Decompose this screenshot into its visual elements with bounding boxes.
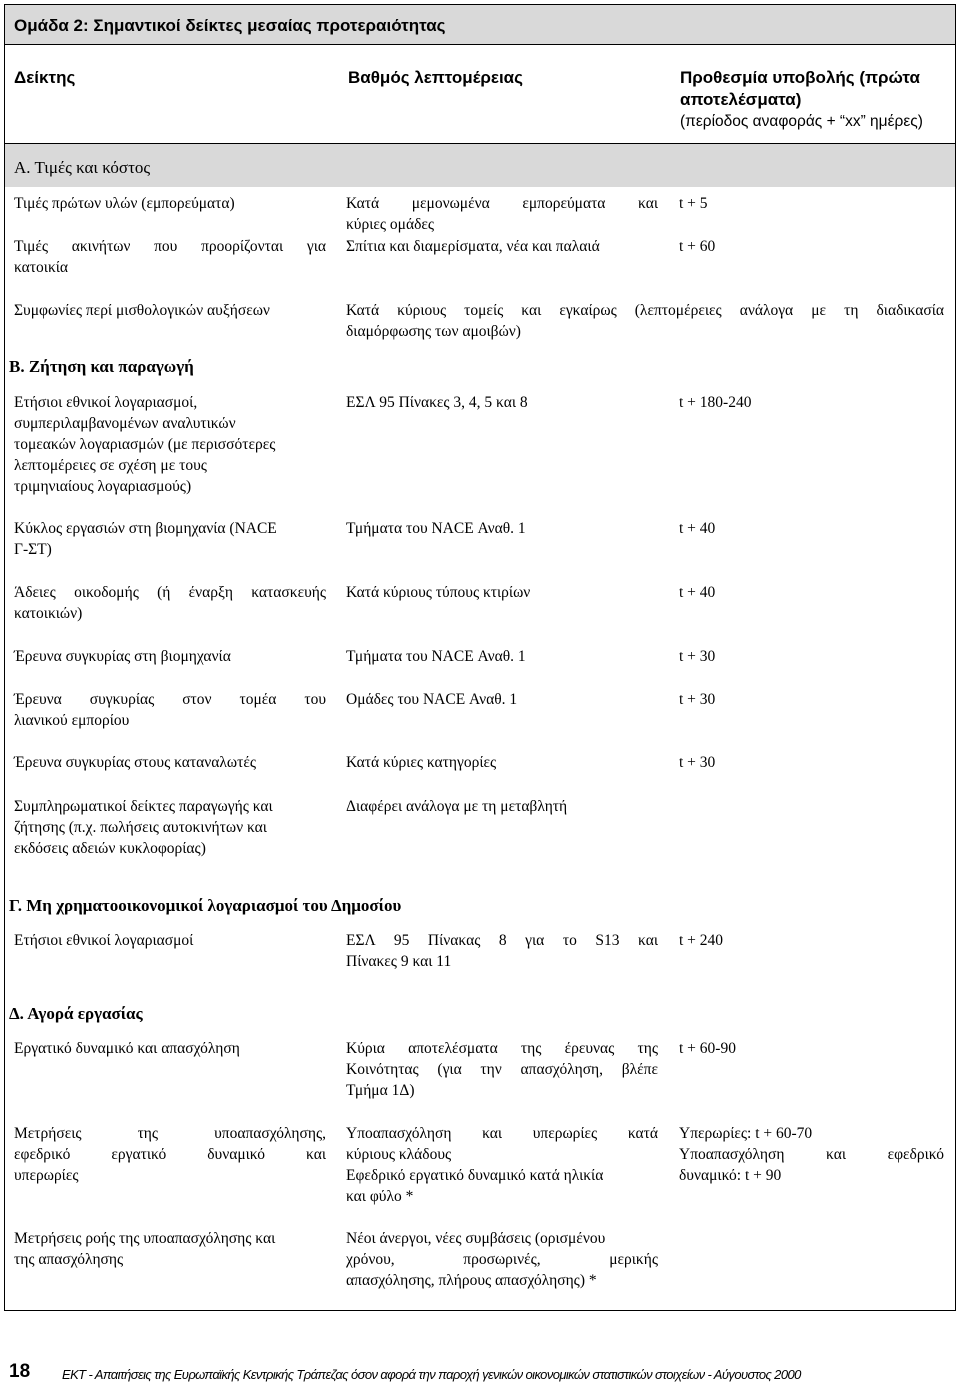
b-row4-detail: Τμήματα του NACE Αναθ. 1 <box>346 648 526 665</box>
c-row1-deadline: t + 240 <box>679 932 724 949</box>
a-row2-indicator-line2: κατοικία <box>14 259 69 276</box>
b-row5-detail: Ομάδες του NACE Αναθ. 1 <box>346 691 518 708</box>
d-row3-indicator: Μετρήσεις ροής της υποαπασχόλησης και της απασχόλησης <box>14 1230 276 1268</box>
b-row2-indicator: Κύκλος εργασιών στη βιομηχανία (NACE Γ-ΣΤ) <box>14 520 277 558</box>
b-row3-deadline: t + 40 <box>679 584 716 601</box>
header-indicator: Δείκτης <box>14 68 76 87</box>
section-a-title: Α. Τιμές και κόστος <box>5 143 955 187</box>
a-row1-detail-line2: κύριες ομάδες <box>346 216 435 233</box>
d-row1-indicator: Εργατικό δυναμικό και απασχόληση <box>14 1040 240 1057</box>
footer-text: ΕΚΤ - Απαιτήσεις της Ευρωπαϊκής Κεντρικής Τράπεζας όσον αφορά την παροχή γενικών οικονομικών στατιστικών στοιχείων - Αύγουστος 2000 <box>62 1367 801 1382</box>
b-row2-deadline: t + 40 <box>679 520 716 537</box>
d-row2-indicator: Μετρήσεις της υποαπασχόλησης, εφεδρικό εργατικό δυναμικό και υπερωρίες <box>14 1125 326 1184</box>
header-detail: Βαθμός λεπτομέρειας <box>348 68 523 87</box>
section-b-title: Β. Ζήτηση και παραγωγή <box>9 357 194 376</box>
a-row3-indicator: Συμφωνίες περί μισθολογικών αυξήσεων <box>14 302 270 319</box>
b-row6-indicator: Έρευνα συγκυρίας στους καταναλωτές <box>14 754 256 771</box>
b-row7-detail: Διαφέρει ανάλογα με τη μεταβλητή <box>346 798 568 815</box>
c-row1-detail: ΕΣΛ 95 Πίνακας 8 για το S13 και Πίνακες 9 και 11 <box>346 932 658 970</box>
section-c-title: Γ. Μη χρηματοοικονομικοί λογαριασμοί του Δημοσίου <box>9 896 402 915</box>
a-row1-detail-line1: Κατά μεμονωμένα εμπορεύματα και <box>346 195 658 212</box>
table-title: Ομάδα 2: Σημαντικοί δείκτες μεσαίας προτεραιότητας <box>5 5 955 45</box>
c-row1-indicator: Ετήσιοι εθνικοί λογαριασμοί <box>14 932 194 949</box>
section-d-title: Δ. Αγορά εργασίας <box>9 1004 143 1023</box>
b-row7-indicator: Συμπληρωματικοί δείκτες παραγωγής και ζήτησης (π.χ. πωλήσεις αυτοκινήτων και εκδόσεις αδειών κυκλοφορίας) <box>14 798 273 857</box>
a-row1-deadline: t + 5 <box>679 195 708 212</box>
d-row2-detail: Υποαπασχόληση και υπερωρίες κατά κύριους κλάδους Εφεδρικό εργατικό δυναμικό κατά ηλικία και φύλο * <box>346 1125 658 1205</box>
a-row2-deadline: t + 60 <box>679 238 716 255</box>
b-row1-detail: ΕΣΛ 95 Πίνακες 3, 4, 5 και 8 <box>346 394 528 411</box>
d-row3-detail: Νέοι άνεργοι, νέες συμβάσεις (ορισμένου χρόνου, προσωρινές, μερικής απασχόλησης, πλήρους απασχόλησης) * <box>346 1230 658 1289</box>
b-row1-deadline: t + 180-240 <box>679 394 752 411</box>
a-row2-detail: Σπίτια και διαμερίσματα, νέα και παλαιά <box>346 238 600 255</box>
a-row3-detail-line1: Κατά κύριους τομείς και εγκαίρως (λεπτομέρειες ανάλογα με τη διαδικασία <box>346 302 944 319</box>
header-deadline: Προθεσμία υποβολής (πρώτα αποτελέσματα) (περίοδος αναφοράς + “xx” ημέρες) <box>680 67 950 133</box>
header-deadline-note: (περίοδος αναφοράς + “xx” ημέρες) <box>680 113 923 130</box>
b-row3-indicator: Άδειες οικοδομής (ή έναρξη κατασκευής κατοικιών) <box>14 584 326 622</box>
a-row2-indicator-line1: Τιμές ακινήτων που προορίζονται για <box>14 238 326 255</box>
b-row4-indicator: Έρευνα συγκυρίας στη βιομηχανία <box>14 648 231 665</box>
d-row2-deadline: Υπερωρίες: t + 60-70 Υποαπασχόληση και εφεδρικό δυναμικό: t + 90 <box>679 1125 944 1184</box>
b-row4-deadline: t + 30 <box>679 648 716 665</box>
a-row1-indicator: Τιμές πρώτων υλών (εμπορεύματα) <box>14 195 235 212</box>
b-row6-deadline: t + 30 <box>679 754 716 771</box>
column-headers <box>5 45 955 143</box>
b-row6-detail: Κατά κύριες κατηγορίες <box>346 754 497 771</box>
b-row3-detail: Κατά κύριους τύπους κτιρίων <box>346 584 531 601</box>
b-row5-deadline: t + 30 <box>679 691 716 708</box>
b-row5-indicator: Έρευνα συγκυρίας στον τομέα του λιανικού εμπορίου <box>14 691 326 729</box>
b-row2-detail: Τμήματα του NACE Αναθ. 1 <box>346 520 526 537</box>
d-row1-detail: Κύρια αποτελέσματα της έρευνας της Κοινότητας (για την απασχόληση, βλέπε Τμήμα 1Δ) <box>346 1040 658 1099</box>
page-number: 18 <box>9 1361 31 1382</box>
d-row1-deadline: t + 60-90 <box>679 1040 736 1057</box>
a-row3-detail-line2: διαμόρφωσης των αμοιβών) <box>346 323 521 340</box>
b-row1-indicator: Ετήσιοι εθνικοί λογαριασμοί, συμπεριλαμβανομένων αναλυτικών τομεακών λογαριασμών (με περισσότερες λεπτομέρειες σε σχέση με τους τριμηνιαίους λογαριασμούς) <box>14 394 276 495</box>
